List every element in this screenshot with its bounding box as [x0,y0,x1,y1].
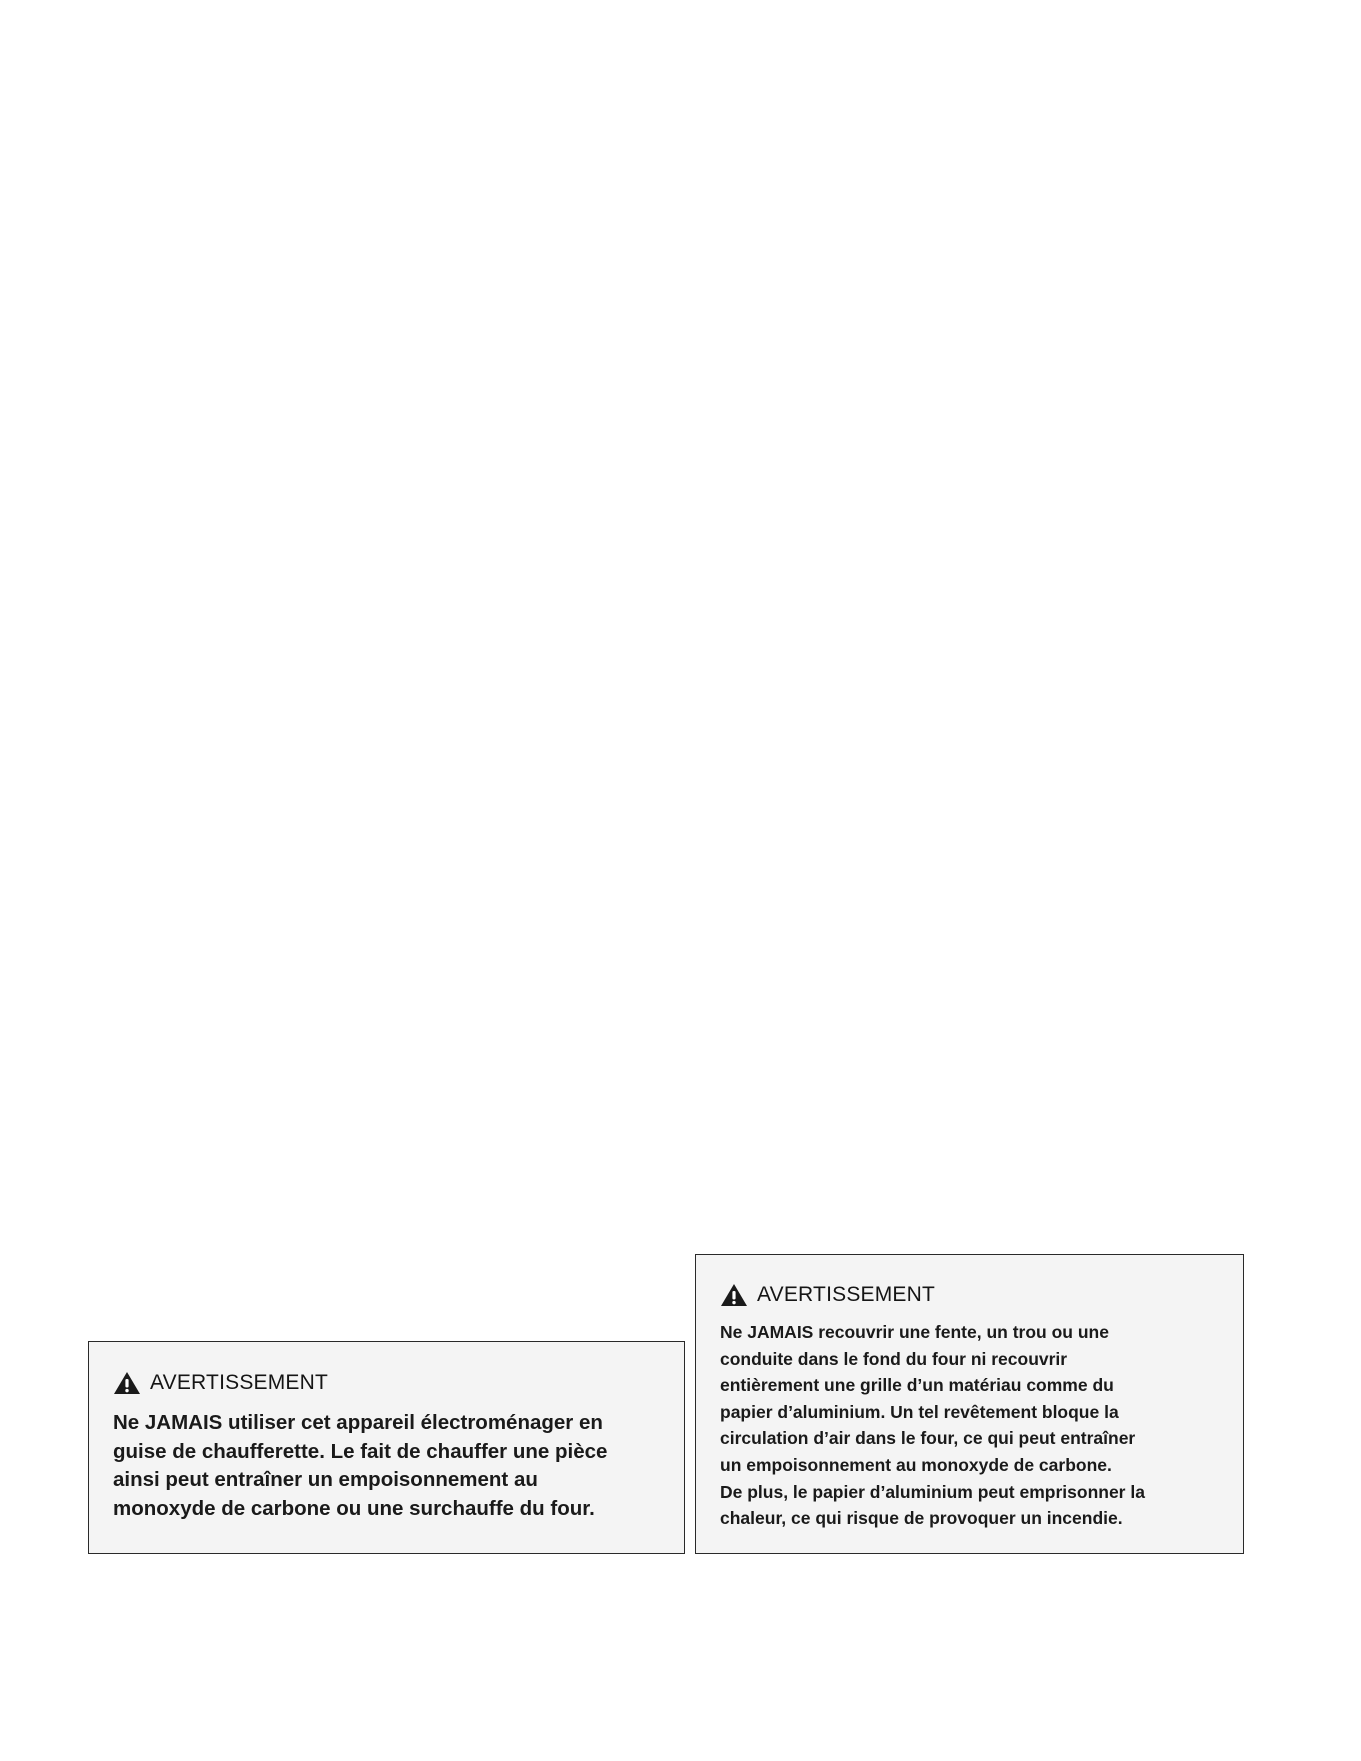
warning-line: chaleur, ce qui risque de provoquer un incendie. [720,1508,1123,1529]
warning-line: ainsi peut entraîner un empoisonnement au [113,1468,538,1491]
warning-triangle-icon [113,1371,141,1395]
warning-line: papier d’aluminium. Un tel revêtement bloque la [720,1401,1119,1422]
warning-box-heater [88,1341,685,1554]
warning-line: conduite dans le fond du four ni recouvrir [720,1348,1068,1369]
warning-line: De plus, le papier d’aluminium peut emprisonner la [720,1481,1145,1502]
warning-line: circulation d’air dans le four, ce qui peut entraîner [720,1428,1136,1449]
warning-line: monoxyde de carbone ou une surchauffe du four. [113,1496,595,1520]
warning-line: entièrement une grille d’un matériau comme du [720,1375,1114,1396]
warning-title: AVERTISSEMENT [150,1371,329,1394]
warning-triangle-icon [720,1283,748,1307]
warning-line: guise de chaufferette. Le fait de chauffer une pièce [113,1439,608,1463]
warning-text [720,1319,1227,1532]
warning-title: AVERTISSEMENT [757,1283,936,1306]
warning-header [113,1369,664,1397]
warning-text [113,1409,664,1523]
warning-line: Ne JAMAIS recouvrir une fente, un trou ou une [720,1322,1109,1342]
warning-header [720,1281,1227,1309]
warning-line: Ne JAMAIS utiliser cet appareil électroménager en [113,1411,603,1434]
warning-line: un empoisonnement au monoxyde de carbone. [720,1454,1112,1475]
warning-box-aluminum-foil [695,1254,1244,1554]
